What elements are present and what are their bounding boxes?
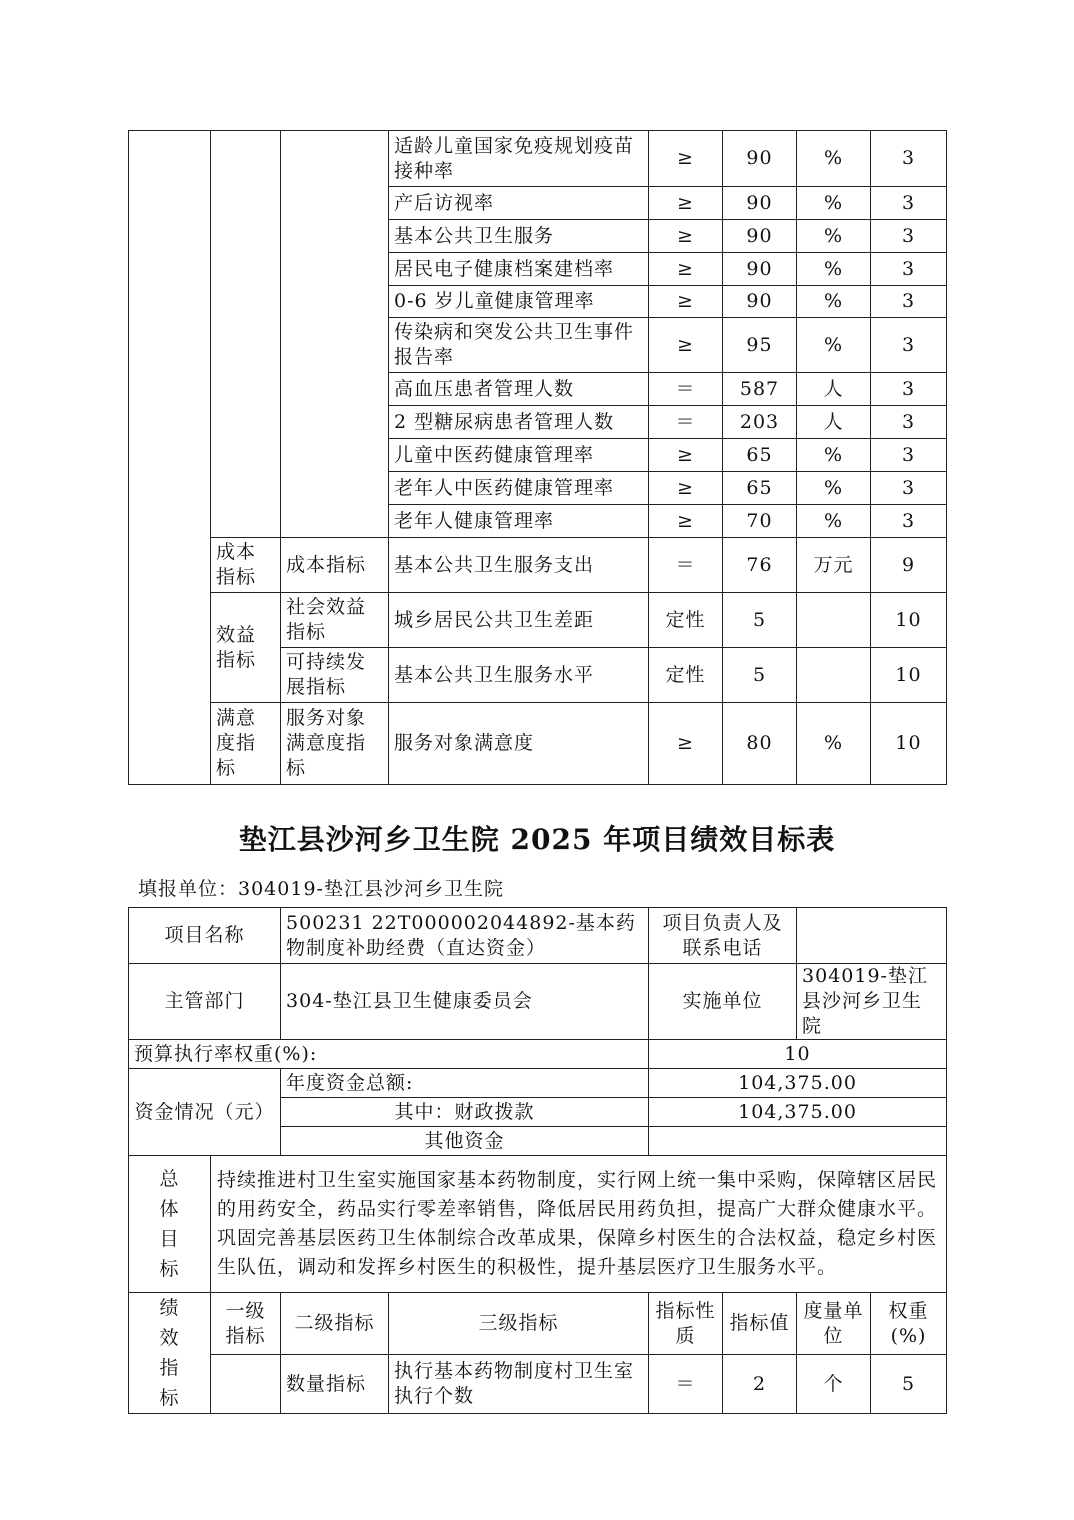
- indicator-op: 定性: [649, 648, 723, 703]
- table-row: [129, 703, 947, 785]
- indicator-weight: 3: [871, 318, 947, 373]
- table-row: [129, 1069, 947, 1098]
- indicator-unit: 人: [797, 373, 871, 406]
- project-name-value: 500231 22T000002044892-基本药物制度补助经费（直达资金）: [281, 908, 649, 964]
- table-row: [129, 131, 947, 187]
- budget-weight-value: 10: [649, 1040, 947, 1069]
- performance-target-table: [128, 907, 947, 1414]
- indicator-op: ≥: [649, 703, 723, 785]
- cost-level2: 成本指标: [281, 538, 389, 593]
- owner-label: 项目负责人及联系电话: [649, 908, 797, 964]
- indicator-op: ≥: [649, 505, 723, 538]
- indicator-unit: %: [797, 131, 871, 187]
- indicator-unit: %: [797, 472, 871, 505]
- indicator-unit: %: [797, 253, 871, 286]
- goal-label: 总体目标: [129, 1156, 211, 1293]
- indicator-value: 2: [723, 1355, 797, 1414]
- indicator-table-continued: [128, 130, 947, 785]
- indicator-name: 服务对象满意度: [389, 703, 649, 785]
- header-level3: 三级指标: [389, 1293, 649, 1355]
- indicator-name: 城乡居民公共卫生差距: [389, 593, 649, 648]
- fund-other-value: [649, 1127, 947, 1156]
- indicator-value: 90: [723, 187, 797, 220]
- indicator-weight: 3: [871, 439, 947, 472]
- indicator-name: 居民电子健康档案建档率: [389, 253, 649, 286]
- indicator-unit: %: [797, 187, 871, 220]
- fund-fiscal-value: 104,375.00: [649, 1098, 947, 1127]
- table-row: [129, 1293, 947, 1355]
- budget-weight-label: 预算执行率权重(%):: [129, 1040, 649, 1069]
- indicator-name: 老年人中医药健康管理率: [389, 472, 649, 505]
- indicator-value: 203: [723, 406, 797, 439]
- indicator-name: 老年人健康管理率: [389, 505, 649, 538]
- benefit-level1: 效益指标: [211, 593, 281, 703]
- indicator-weight: 5: [871, 1355, 947, 1414]
- perf-label: 绩效指标: [129, 1293, 211, 1414]
- indicator-weight: 3: [871, 505, 947, 538]
- fund-label: 资金情况（元）: [129, 1069, 281, 1156]
- fund-total-value: 104,375.00: [649, 1069, 947, 1098]
- indicator-op: ≥: [649, 472, 723, 505]
- indicator-unit: %: [797, 220, 871, 253]
- indicator-weight: 3: [871, 220, 947, 253]
- indicator-op: ＝: [649, 1355, 723, 1414]
- indicator-name: 基本公共卫生服务水平: [389, 648, 649, 703]
- indicator-name: 适龄儿童国家免疫规划疫苗接种率: [389, 131, 649, 187]
- indicator-op: ＝: [649, 538, 723, 593]
- table-row: [129, 538, 947, 593]
- sustain-level2: 可持续发展指标: [281, 648, 389, 703]
- indicator-op: ≥: [649, 318, 723, 373]
- dept-value: 304-垫江县卫生健康委员会: [281, 964, 649, 1040]
- indicator-name: 执行基本药物制度村卫生室执行个数: [389, 1355, 649, 1414]
- indicator-weight: 3: [871, 373, 947, 406]
- indicator-value: 70: [723, 505, 797, 538]
- page-title: 垫江县沙河乡卫生院 2025 年项目绩效目标表: [238, 823, 836, 856]
- indicator-unit: 人: [797, 406, 871, 439]
- indicator-op: ≥: [649, 439, 723, 472]
- indicator-weight: 3: [871, 472, 947, 505]
- cost-level1: 成本指标: [211, 538, 281, 593]
- indicator-value: 95: [723, 318, 797, 373]
- indicator-weight: 3: [871, 131, 947, 187]
- indicator-name: 基本公共卫生服务: [389, 220, 649, 253]
- indicator-weight: 10: [871, 593, 947, 648]
- goal-text: 持续推进村卫生室实施国家基本药物制度，实行网上统一集中采购，保障辖区居民的用药安全，药品实行零差率销售，降低居民用药负担，提高广大群众健康水平。巩固完善基层医药卫生体制综合改革成果，保障乡村医生的合法权益，稳定乡村医生队伍，调动和发挥乡村医生的积极性，提升基层医疗卫生服务水平。: [211, 1156, 947, 1293]
- indicator-op: 定性: [649, 593, 723, 648]
- indicator-value: 90: [723, 286, 797, 318]
- indicator-weight: 3: [871, 286, 947, 318]
- indicator-unit: %: [797, 318, 871, 373]
- indicator-op: ＝: [649, 406, 723, 439]
- indicator-name: 高血压患者管理人数: [389, 373, 649, 406]
- indicator-value: 65: [723, 439, 797, 472]
- indicator-op: ≥: [649, 131, 723, 187]
- blank-cell: [211, 131, 281, 538]
- header-value: 指标值: [723, 1293, 797, 1355]
- header-unit: 度量单位: [797, 1293, 871, 1355]
- satisfaction-level2: 服务对象满意度指标: [281, 703, 389, 785]
- project-name-label: 项目名称: [129, 908, 281, 964]
- table-row: [129, 1040, 947, 1069]
- fill-unit: 填报单位：304019-垫江县沙河乡卫生院: [138, 878, 504, 900]
- indicator-name: 儿童中医药健康管理率: [389, 439, 649, 472]
- header-nature: 指标性质: [649, 1293, 723, 1355]
- row-level2: 数量指标: [281, 1355, 389, 1414]
- indicator-weight: 3: [871, 253, 947, 286]
- indicator-unit: %: [797, 439, 871, 472]
- indicator-op: ≥: [649, 220, 723, 253]
- table-row: [129, 964, 947, 1040]
- blank-cell: [281, 131, 389, 538]
- indicator-value: 76: [723, 538, 797, 593]
- indicator-weight: 9: [871, 538, 947, 593]
- dept-label: 主管部门: [129, 964, 281, 1040]
- table-row: [129, 1355, 947, 1414]
- indicator-unit: [797, 648, 871, 703]
- header-level1: 一级指标: [211, 1293, 281, 1355]
- indicator-name: 0-6 岁儿童健康管理率: [389, 286, 649, 318]
- blank-cell: [129, 131, 211, 785]
- indicator-value: 90: [723, 253, 797, 286]
- fund-fiscal-label: 其中：财政拨款: [281, 1098, 649, 1127]
- table-row: [129, 908, 947, 964]
- indicator-name: 产后访视率: [389, 187, 649, 220]
- indicator-op: ≥: [649, 253, 723, 286]
- owner-value: [797, 908, 947, 964]
- indicator-weight: 10: [871, 703, 947, 785]
- fund-total-label: 年度资金总额:: [281, 1069, 649, 1098]
- fund-other-label: 其他资金: [281, 1127, 649, 1156]
- indicator-value: 65: [723, 472, 797, 505]
- social-level2: 社会效益指标: [281, 593, 389, 648]
- row-level1: [211, 1355, 281, 1414]
- indicator-value: 5: [723, 593, 797, 648]
- header-level2: 二级指标: [281, 1293, 389, 1355]
- table-row: [129, 1156, 947, 1293]
- indicator-value: 5: [723, 648, 797, 703]
- indicator-weight: 10: [871, 648, 947, 703]
- indicator-name: 基本公共卫生服务支出: [389, 538, 649, 593]
- impl-value: 304019-垫江县沙河乡卫生院: [797, 964, 947, 1040]
- indicator-value: 80: [723, 703, 797, 785]
- indicator-op: ＝: [649, 373, 723, 406]
- indicator-unit: %: [797, 703, 871, 785]
- satisfaction-level1: 满意度指标: [211, 703, 281, 785]
- indicator-unit: %: [797, 286, 871, 318]
- indicator-weight: 3: [871, 187, 947, 220]
- indicator-unit: [797, 593, 871, 648]
- indicator-value: 90: [723, 220, 797, 253]
- indicator-op: ≥: [649, 286, 723, 318]
- indicator-unit: 万元: [797, 538, 871, 593]
- indicator-name: 传染病和突发公共卫生事件报告率: [389, 318, 649, 373]
- indicator-unit: %: [797, 505, 871, 538]
- indicator-value: 90: [723, 131, 797, 187]
- indicator-unit: 个: [797, 1355, 871, 1414]
- indicator-op: ≥: [649, 187, 723, 220]
- indicator-name: 2 型糖尿病患者管理人数: [389, 406, 649, 439]
- header-weight: 权重(%): [871, 1293, 947, 1355]
- table-row: [129, 593, 947, 648]
- impl-label: 实施单位: [649, 964, 797, 1040]
- indicator-weight: 3: [871, 406, 947, 439]
- indicator-value: 587: [723, 373, 797, 406]
